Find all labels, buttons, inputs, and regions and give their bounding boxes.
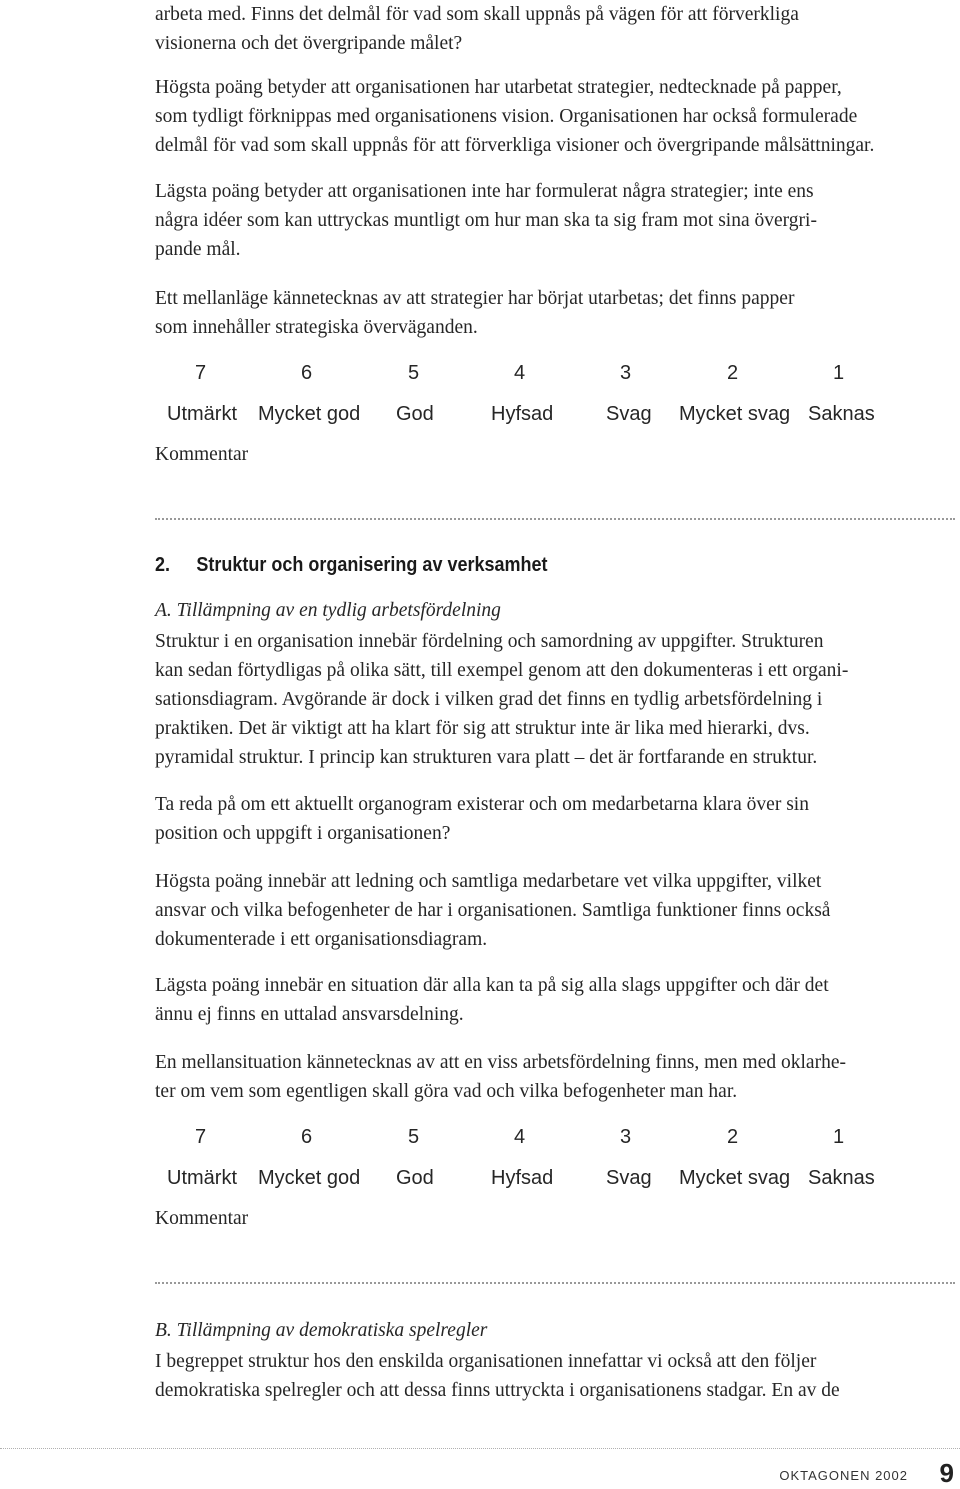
rating-number: 3 [620, 362, 632, 384]
comment-dotted-line[interactable] [155, 518, 955, 520]
rating-scale-labels [155, 1167, 915, 1197]
rating-number: 4 [514, 1126, 526, 1148]
section-a-paragraph-5 [155, 1048, 955, 1106]
section-b-paragraph-1 [155, 1347, 955, 1405]
intro-paragraph-3 [155, 177, 955, 264]
rating-label: Mycket svag [679, 1167, 791, 1189]
text-line: I begreppet struktur hos den enskilda organisationen innefattar vi också att den följer [155, 1351, 817, 1372]
rating-number: 2 [727, 362, 739, 384]
rating-label: God [396, 1167, 434, 1189]
text-line: delmål för vad som skall uppnås för att förverkliga visioner och övergripande målsättningar. [155, 135, 875, 156]
rating-number: 6 [301, 1126, 313, 1148]
section-a-paragraph-4 [155, 971, 955, 1029]
text-line: Ta reda på om ett aktuellt organogram existerar och om medarbetarna klara över sin [155, 794, 809, 815]
rating-label: Svag [606, 403, 652, 425]
text-line: Ett mellanläge kännetecknas av att strategier har börjat utarbetas; det finns papper [155, 288, 795, 309]
rating-label: Saknas [808, 403, 875, 425]
text-line: dokumenterade i ett organisationsdiagram. [155, 929, 488, 950]
text-line: några idéer som kan uttryckas muntligt om hur man ska ta sig fram mot sina övergri- [155, 210, 817, 231]
subsection-a-title: A. Tillämpning av en tydlig arbetsfördelning [155, 600, 501, 621]
text-line: ansvar och vilka befogenheter de har i organisationen. Samtliga funktioner finns också [155, 900, 831, 921]
rating-label: Mycket god [258, 403, 361, 425]
text-line: sationsdiagram. Avgörande är dock i vilken grad det finns en tydlig arbetsfördelning i [155, 689, 823, 710]
rating-label: Utmärkt [167, 1167, 237, 1189]
text-line: Lägsta poäng betyder att organisationen inte har formulerat några strategier; inte ens [155, 181, 814, 202]
text-line: ännu ej finns en uttalad ansvarsdelning. [155, 1004, 464, 1025]
rating-label: Utmärkt [167, 403, 237, 425]
comment-label: Kommentar [155, 1208, 249, 1229]
rating-number: 1 [833, 1126, 845, 1148]
section-a-paragraph-3 [155, 867, 955, 954]
text-line: Lägsta poäng innebär en situation där alla kan ta på sig alla slags uppgifter och där det [155, 975, 829, 996]
text-line: Struktur i en organisation innebär fördelning och samordning av uppgifter. Strukturen [155, 631, 824, 652]
rating-number: 5 [408, 1126, 420, 1148]
footer-rule [0, 1448, 960, 1449]
text-line: kan sedan förtydligas på olika sätt, till exempel genom att den dokumenteras i ett organi- [155, 660, 849, 681]
rating-label: Svag [606, 1167, 652, 1189]
rating-label: God [396, 403, 434, 425]
comment-dotted-line[interactable] [155, 1282, 955, 1284]
intro-paragraph-1 [155, 0, 955, 58]
text-line: som tydligt förknippas med organisationens vision. Organisationen har också formulerade [155, 106, 858, 127]
rating-number: 7 [195, 1126, 207, 1148]
rating-label: Hyfsad [491, 403, 554, 425]
rating-number: 6 [301, 362, 313, 384]
subsection-b-title: B. Tillämpning av demokratiska spelregler [155, 1320, 488, 1341]
text-line: visionerna och det övergripande målet? [155, 33, 463, 54]
text-line: som innehåller strategiska överväganden. [155, 317, 478, 338]
text-line: pyramidal struktur. I princip kan strukturen vara platt – det är fortfarande en struktur. [155, 747, 818, 768]
page-number: 9 [939, 1458, 954, 1488]
section-a-paragraph-2 [155, 790, 955, 848]
rating-scale-labels [155, 403, 915, 433]
text-line: demokratiska spelregler och att dessa finns uttryckta i organisationens stadgar. En av de [155, 1380, 840, 1401]
rating-number: 5 [408, 362, 420, 384]
text-line: position och uppgift i organisationen? [155, 823, 451, 844]
rating-label: Mycket svag [679, 403, 791, 425]
rating-label: Hyfsad [491, 1167, 554, 1189]
text-line: pande mål. [155, 239, 241, 260]
intro-paragraph-2 [155, 73, 955, 160]
rating-number: 2 [727, 1126, 739, 1148]
text-line: En mellansituation kännetecknas av att en viss arbetsfördelning finns, men med oklarhe- [155, 1052, 846, 1073]
rating-number: 1 [833, 362, 845, 384]
section-a-paragraph-1 [155, 627, 955, 772]
rating-number: 4 [514, 362, 526, 384]
text-line: praktiken. Det är viktigt att ha klart för sig att struktur inte är lika med hierarki, dvs. [155, 718, 810, 739]
text-line: Högsta poäng innebär att ledning och samtliga medarbetare vet vilka uppgifter, vilket [155, 871, 822, 892]
rating-number: 3 [620, 1126, 632, 1148]
section-title: Struktur och organisering av verksamhet [196, 554, 548, 576]
section-number: 2. [155, 554, 171, 576]
intro-paragraph-4 [155, 284, 955, 342]
footer-publication: OKTAGONEN 2002 [779, 1468, 908, 1483]
text-line: ter om vem som egentligen skall göra vad och vilka befogenheter man har. [155, 1081, 738, 1102]
text-line: Högsta poäng betyder att organisationen har utarbetat strategier, nedtecknade på papper, [155, 77, 842, 98]
rating-scale-numbers [155, 1126, 915, 1156]
rating-number: 7 [195, 362, 207, 384]
rating-scale-numbers [155, 362, 915, 392]
rating-label: Saknas [808, 1167, 875, 1189]
rating-label: Mycket god [258, 1167, 361, 1189]
comment-label: Kommentar [155, 444, 249, 465]
text-line: arbeta med. Finns det delmål för vad som skall uppnås på vägen för att förverkliga [155, 4, 799, 25]
section-heading [155, 554, 548, 577]
